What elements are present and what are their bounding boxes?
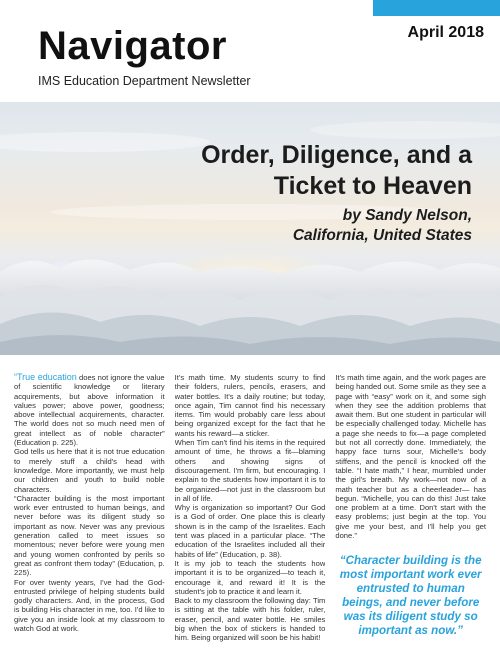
paragraph: When Tim can't find his items in the required amount of time, he throws a fit—blaming others and showing signs of discouragement. I'm firm, but encouraging. I explain to the students how important it is to be organized—not just in the classroom but in all of life. <box>174 438 326 503</box>
issue-date: April 2018 <box>407 24 484 41</box>
newsletter-title: Navigator <box>38 24 227 68</box>
paragraph: For over twenty years, I've had the God-entrusted privilege of helping students build godly characters. And, in the process, God is building His character in me, too. I'd like to give you an inside look at my classroom to watch God at work. <box>14 577 165 634</box>
byline-author: by Sandy Nelson, <box>342 207 472 224</box>
paragraph <box>14 373 165 447</box>
column-3 <box>335 373 486 643</box>
byline-location: California, United States <box>292 227 472 244</box>
paragraph: Why is organization so important? Our God is a God of order. One place this is clearly shown is in the camp of the Israelites. Each tent was placed in a particular place. “The education of the Israelites included all their habits of life” (Education, p. 38). <box>174 503 326 559</box>
paragraph: It's math time again, and the work pages are being handed out. Some smile as they see a page with “easy” work on it, and some sigh when they see the addition problems that await them. But one student in particular will be especially challenged today. Michelle has a page she needs to fix—a page completed but not all correctly done. Immediately, the happy face turns sour, Michelle's body stiffens, and the pencil is knocked off the table. “I hate math,” I hear, mumbled under the girl's breath. My work—not now of a math teacher but as a cheerleader— has begun. “Michelle, you can do this! Just take one problem at a time. Don't start with the easy problems; just begin at the top. You give me your best, and I'll help you get done.” <box>335 373 487 541</box>
column-1 <box>14 373 165 643</box>
paragraph: “Character building is the most important work ever entrusted to human beings, and never before was its diligent study so important as now. Never was any previous generation called to meet issues so momentous; never before were young men and young women confronted by perils so great as confront them today” (Education, p. 225). <box>14 493 165 578</box>
top-accent-bar <box>373 0 500 16</box>
article-title-line: Order, Diligence, and a <box>201 141 472 169</box>
paragraph: It's math time. My students scurry to find their folders, rulers, pencils, erasers, and water bottles. It's a daily routine; but today, once again, Tim cannot find his necessary items. Tim would probably care less about being organized except for the fact that he wants his reward—a sticker. <box>174 373 326 438</box>
paragraph: God tells us here that it is not true education to merely stuff a child's head with knowledge. More importantly, we must help our children and youth to build noble characters. <box>14 447 165 494</box>
paragraph: It is my job to teach the students how important it is to be organized—to teach it, encourage it, and reward it! It is the student's job to practice it and learn it. <box>174 558 326 596</box>
pull-quote: “Character building is the most important work ever entrusted to human beings, and never before was its diligent study so important as now.” <box>339 554 482 638</box>
column-2 <box>175 373 326 643</box>
masthead <box>38 20 251 88</box>
article-title-line: Ticket to Heaven <box>273 172 472 200</box>
lead-quote: “True education <box>14 373 77 382</box>
paragraph: Back to my classroom the following day: Tim is sitting at the table with his folder, ruler, eraser, pencil, and water bottle. He smiles big when the box of stickers is handed to him. Being organized will soon be his habit! <box>174 596 326 643</box>
article-byline <box>172 206 472 246</box>
article-title <box>142 140 472 202</box>
newsletter-subtitle: IMS Education Department Newsletter <box>38 74 251 88</box>
article-body <box>14 373 486 643</box>
paragraph-text: does not ignore the value of scientific knowledge or literary acquirements, but above information it values power; above power, goodness; above intellectual acquirements, character. The world does not so much need men of great intellect as of noble character” (Education p. 225). <box>14 373 165 448</box>
